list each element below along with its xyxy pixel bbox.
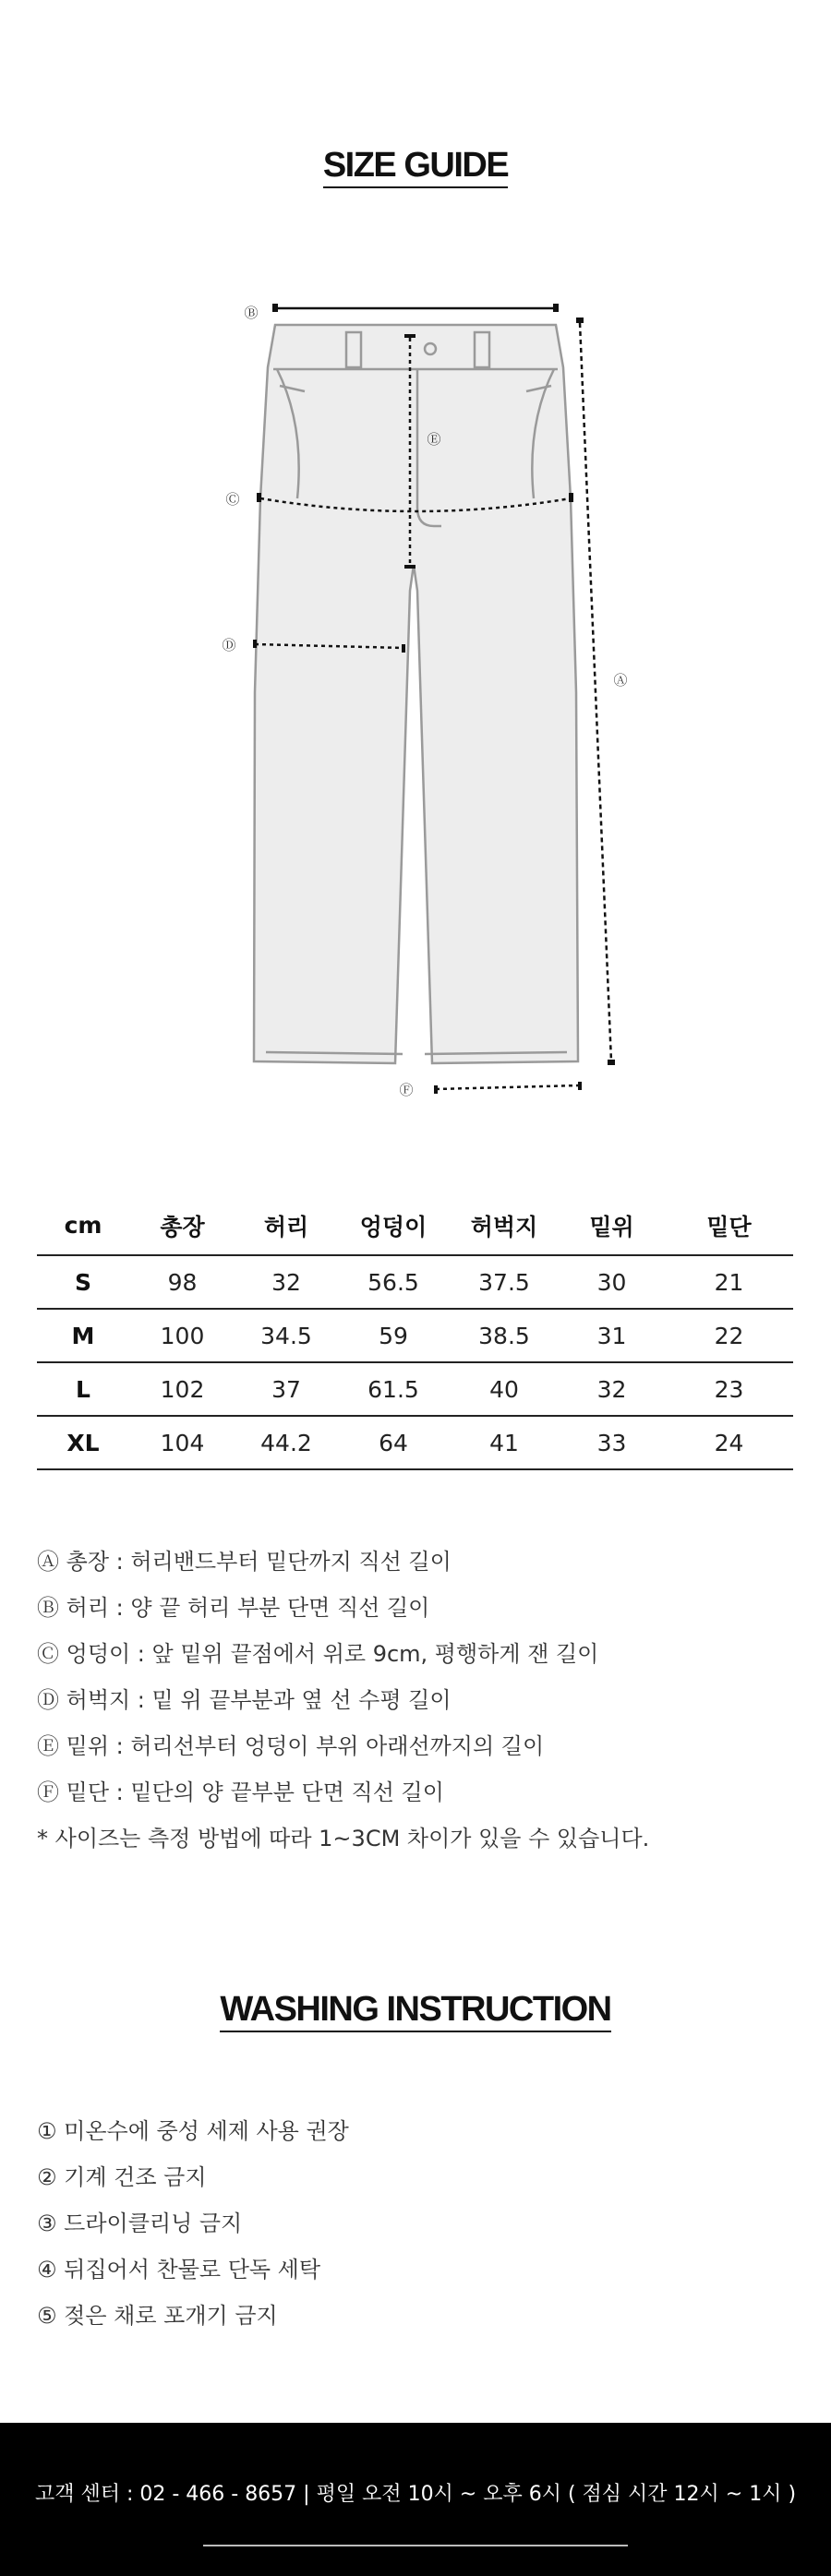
header-hip: 엉덩이: [337, 1196, 450, 1255]
measurement-notes: [37, 1539, 794, 1862]
table-cell: 37.5: [450, 1255, 559, 1309]
marker-c: Ⓒ: [225, 491, 240, 508]
washing-instructions: [37, 2108, 794, 2339]
list-item: Ⓐ 총장 : 허리밴드부터 밑단까지 직선 길이: [37, 1549, 452, 1575]
table-row: [37, 1416, 793, 1469]
washing-instruction-title: WASHING INSTRUCTION: [0, 1990, 831, 2030]
marker-e: Ⓔ: [427, 431, 441, 448]
list-item: Ⓑ 허리 : 양 끝 허리 부분 단면 직선 길이: [37, 1595, 430, 1621]
list-item: Ⓔ 밑위 : 허리선부터 엉덩이 부위 아래선까지의 길이: [37, 1733, 545, 1759]
size-label: XL: [37, 1416, 129, 1469]
table-cell: 24: [665, 1416, 793, 1469]
table-cell: 56.5: [337, 1255, 450, 1309]
pants-illustration: [254, 325, 578, 1063]
table-cell: 59: [337, 1309, 450, 1362]
table-cell: 30: [559, 1255, 665, 1309]
size-table: [37, 1196, 793, 1470]
pants-measurement-diagram: [0, 277, 831, 1108]
table-cell: 33: [559, 1416, 665, 1469]
table-row: [37, 1255, 793, 1309]
list-item: ④ 뒤집어서 찬물로 단독 세탁: [37, 2257, 321, 2282]
marker-a: Ⓐ: [613, 672, 628, 689]
marker-d: Ⓓ: [222, 637, 236, 653]
table-cell: 44.2: [235, 1416, 337, 1469]
footer-divider: [203, 2545, 628, 2546]
header-total-length: 총장: [129, 1196, 235, 1255]
customer-center-info: 고객 센터 : 02 - 466 - 8657 | 평일 오전 10시 ~ 오후 6시 ( 점심 시간 12시 ~ 1시 ): [34, 2483, 797, 2506]
list-item: Ⓒ 엉덩이 : 앞 밑위 끝점에서 위로 9cm, 평행하게 잰 길이: [37, 1641, 599, 1667]
list-item: Ⓕ 밑단 : 밑단의 양 끝부분 단면 직선 길이: [37, 1779, 444, 1805]
header-waist: 허리: [235, 1196, 337, 1255]
footer: [0, 2423, 831, 2576]
header-rise: 밑위: [559, 1196, 665, 1255]
list-item: ⑤ 젖은 채로 포개기 금지: [37, 2303, 278, 2329]
table-cell: 32: [235, 1255, 337, 1309]
header-hem: 밑단: [665, 1196, 793, 1255]
size-table-header-row: [37, 1196, 793, 1255]
table-cell: 40: [450, 1362, 559, 1416]
table-row: [37, 1362, 793, 1416]
table-cell: 41: [450, 1416, 559, 1469]
table-cell: 34.5: [235, 1309, 337, 1362]
table-cell: 23: [665, 1362, 793, 1416]
table-cell: 102: [129, 1362, 235, 1416]
table-cell: 100: [129, 1309, 235, 1362]
table-cell: 98: [129, 1255, 235, 1309]
list-item: * 사이즈는 측정 방법에 따라 1~3CM 차이가 있을 수 있습니다.: [37, 1826, 650, 1851]
size-label: M: [37, 1309, 129, 1362]
list-item: Ⓓ 허벅지 : 밑 위 끝부분과 옆 선 수평 길이: [37, 1687, 452, 1713]
table-cell: 21: [665, 1255, 793, 1309]
size-label: L: [37, 1362, 129, 1416]
list-item: ① 미온수에 중성 세제 사용 권장: [37, 2118, 349, 2144]
table-cell: 61.5: [337, 1362, 450, 1416]
table-row: [37, 1309, 793, 1362]
table-cell: 104: [129, 1416, 235, 1469]
header-unit: cm: [37, 1196, 129, 1255]
table-cell: 37: [235, 1362, 337, 1416]
table-cell: 64: [337, 1416, 450, 1469]
marker-f: Ⓕ: [399, 1082, 414, 1098]
list-item: ② 기계 건조 금지: [37, 2164, 207, 2190]
marker-b: Ⓑ: [244, 305, 259, 321]
size-guide-title: SIZE GUIDE: [0, 146, 831, 186]
size-label: S: [37, 1255, 129, 1309]
table-cell: 38.5: [450, 1309, 559, 1362]
list-item: ③ 드라이클리닝 금지: [37, 2211, 243, 2236]
table-cell: 22: [665, 1309, 793, 1362]
header-thigh: 허벅지: [450, 1196, 559, 1255]
table-cell: 31: [559, 1309, 665, 1362]
table-cell: 32: [559, 1362, 665, 1416]
